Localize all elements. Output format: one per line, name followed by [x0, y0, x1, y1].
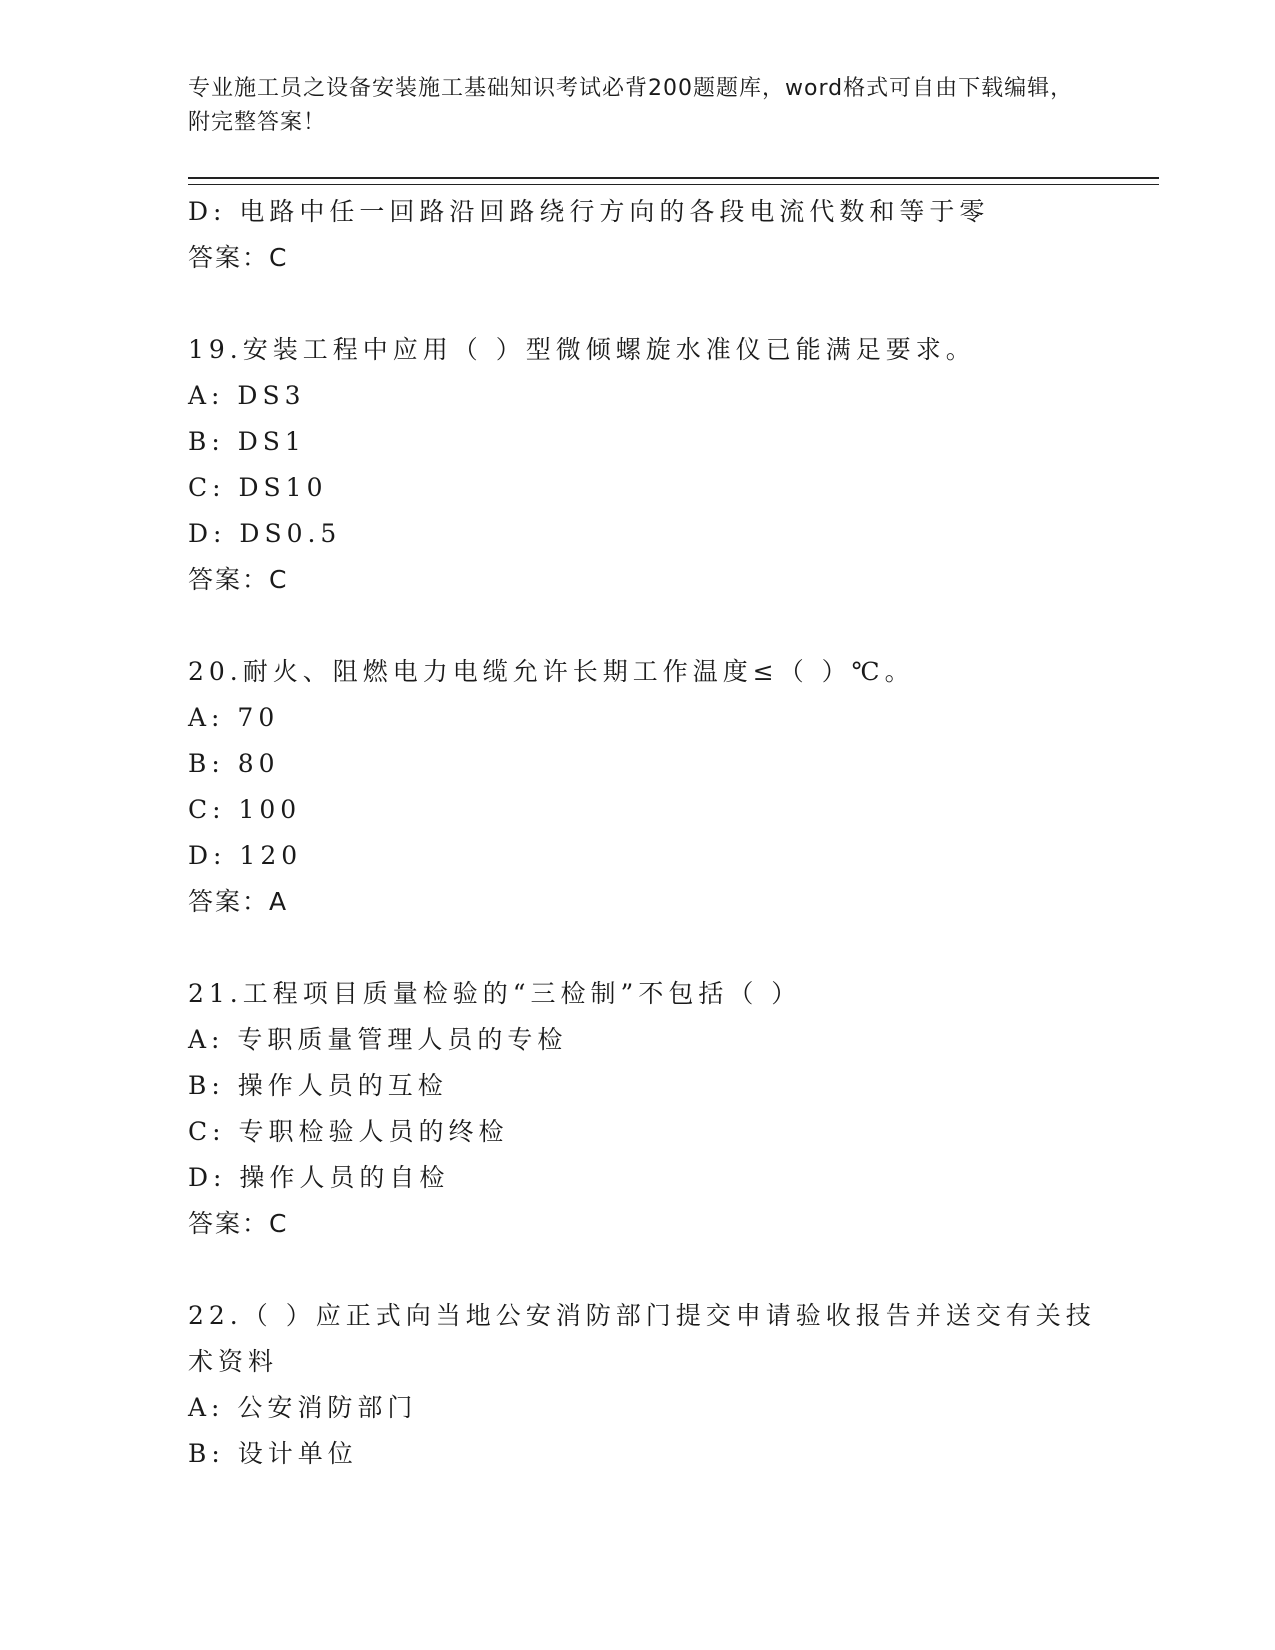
option-c: C: 100	[188, 795, 302, 824]
answer-line: 答案：C	[188, 1209, 289, 1238]
answer-line: 答案：C	[188, 565, 289, 594]
option-c: C: 专职检验人员的终检	[188, 1117, 509, 1146]
option-d: D: DS0.5	[188, 519, 342, 548]
option-c: C: DS10	[188, 473, 328, 502]
answer-line: 答案：C	[188, 243, 289, 272]
answer-line: 答案：A	[188, 887, 289, 916]
option-a: A: 专职质量管理人员的专检	[188, 1025, 568, 1054]
document-header: 专业施工员之设备安装施工基础知识考试必背200题题库，word格式可自由下载编辑，附完整答案！	[188, 76, 1074, 135]
option-b: B: 80	[188, 749, 280, 778]
question-stem: 21.工程项目质量检验的“三检制”不包括（ ）	[188, 979, 802, 1008]
option-a: A: 公安消防部门	[188, 1393, 418, 1422]
option-b: B: 操作人员的互检	[188, 1071, 448, 1100]
question-21	[188, 971, 1088, 1247]
option-a: A: DS3	[188, 381, 306, 410]
option-b: B: DS1	[188, 427, 306, 456]
spacer	[188, 281, 1088, 327]
question-stem: 19.安装工程中应用（ ）型微倾螺旋水准仪已能满足要求。	[188, 335, 976, 364]
option-d: D: 操作人员的自检	[188, 1163, 450, 1192]
question-20	[188, 649, 1088, 925]
spacer	[188, 925, 1088, 971]
header-divider	[188, 177, 1159, 185]
question-22	[188, 1293, 1096, 1477]
spacer	[188, 1247, 1088, 1293]
option-d: D: 120	[188, 841, 303, 870]
question-stem: 22.（ ）应正式向当地公安消防部门提交申请验收报告并送交有关技	[188, 1301, 1096, 1330]
question-stem: 20.耐火、阻燃电力电缆允许长期工作温度≤（ ）℃。	[188, 657, 915, 686]
spacer	[188, 603, 1088, 649]
question-stem-continued: 术资料	[188, 1347, 279, 1376]
option-a: A: 70	[188, 703, 280, 732]
option-b: B: 设计单位	[188, 1439, 358, 1468]
question-list	[188, 189, 1096, 1477]
option-d: D: 电路中任一回路沿回路绕行方向的各段电流代数和等于零	[188, 197, 990, 226]
question-19	[188, 327, 1088, 603]
